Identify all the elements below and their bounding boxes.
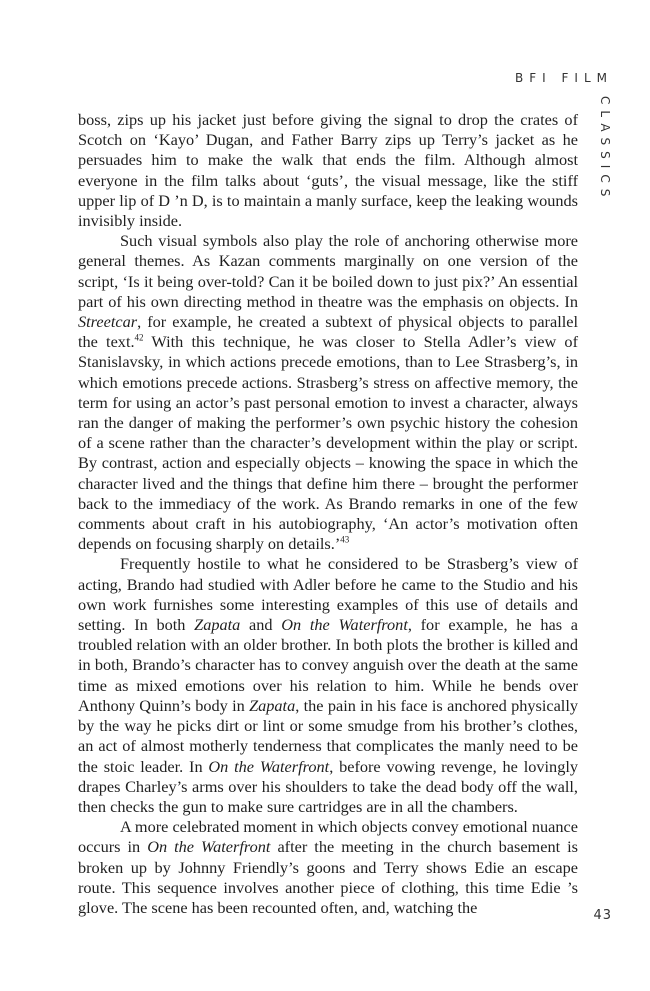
paragraph <box>78 554 578 817</box>
italic-title: Zapata <box>249 695 296 715</box>
page-number: 43 <box>593 908 612 923</box>
text-run: With this technique, he was closer to Stella Adler’s view of Stanislavsky, in which actions precede emotions, than to Lee Strasberg’s, in which emotions precede actions. Strasberg’s stress on affective memory, the term for using an actor’s past personal emotion to invest a character, always ran the danger of making the performer’s own psychic history the cohesion of a scene rather than the character’s development within the play or script. By contrast, action and especially objects – knowing the space in which the character lived and the things that define him there – brought the performer back to the immediacy of the work. As Brando remarks in one of the few comments about craft in his autobiography, ‘An actor’s motivation often depends on focusing sharply on details.’ <box>78 332 578 554</box>
text-run: and <box>240 615 282 635</box>
footnote-ref: 42 <box>134 332 144 343</box>
text-run: , for example, he created a subtext of physical objects to parallel the text. <box>78 312 578 352</box>
italic-title: Zapata <box>194 615 241 635</box>
series-title: BFI FILM <box>515 71 613 85</box>
italic-title: On the Waterfront <box>147 837 271 857</box>
text-run: A more celebrated moment in which objects convey emotional nuance occurs in <box>78 817 578 857</box>
paragraph <box>78 817 578 918</box>
text-run: , before vowing revenge, he lovingly drapes Charley’s arms over his shoulders to take the dead body off the wall, then checks the gun to make sure cartridges are in all the chambers. <box>78 756 578 816</box>
text-run: Frequently hostile to what he considered to be Strasberg’s view of acting, Brando had studied with Adler before he came to the Studio and his own work furnishes some interesting examples of this use of details and setting. In both <box>78 554 578 635</box>
text-run: Such visual symbols also play the role of anchoring otherwise more general themes. As Kazan comments marginally on one version of the script, ‘Is it being over-told? Can it be boiled down to just pix?’ An essential part of his own directing method in theatre was the emphasis on objects. In <box>78 231 578 311</box>
text-run: after the meeting in the church basement is broken up by Johnny Friendly’s goons and Terry shows Edie an escape route. This sequence involves another piece of clothing, this time Edie ’s glove. The scene has been recounted often, and, watching the <box>78 837 578 917</box>
series-subtitle: CLASSICS <box>598 96 612 203</box>
footnote-ref: 43 <box>340 534 350 545</box>
paragraph <box>78 110 578 231</box>
italic-title: On the Waterfront <box>281 615 408 635</box>
text-run: , for example, he has a troubled relation with an older brother. In both plots the brother is killed and in both, Brando’s character has to convey anguish over the death at the same time as mixed emotions over his relation to him. While he bends over Anthony Quinn’s body in <box>78 615 579 715</box>
paragraph <box>78 231 578 554</box>
italic-title: On the Waterfront <box>208 756 330 776</box>
body-text <box>78 110 578 918</box>
text-run: boss, zips up his jacket just before giving the signal to drop the crates of Scotch on ‘Kayo’ Dugan, and Father Barry zips up Terry’s jacket as he persuades him to make the walk that ends the film. Although almost everyone in the film talks about ‘guts’, the visual message, like the stiff upper lip of D ’n D, is to maintain a manly surface, keep the leaking wounds invisibly inside. <box>78 110 578 231</box>
italic-title: Streetcar <box>78 312 138 332</box>
text-run: , the pain in his face is anchored physically by the way he picks dirt or lint or some smudge from his brother’s clothes, an act of almost motherly tenderness that complicates the manly need to be the stoic leader. In <box>78 695 578 776</box>
